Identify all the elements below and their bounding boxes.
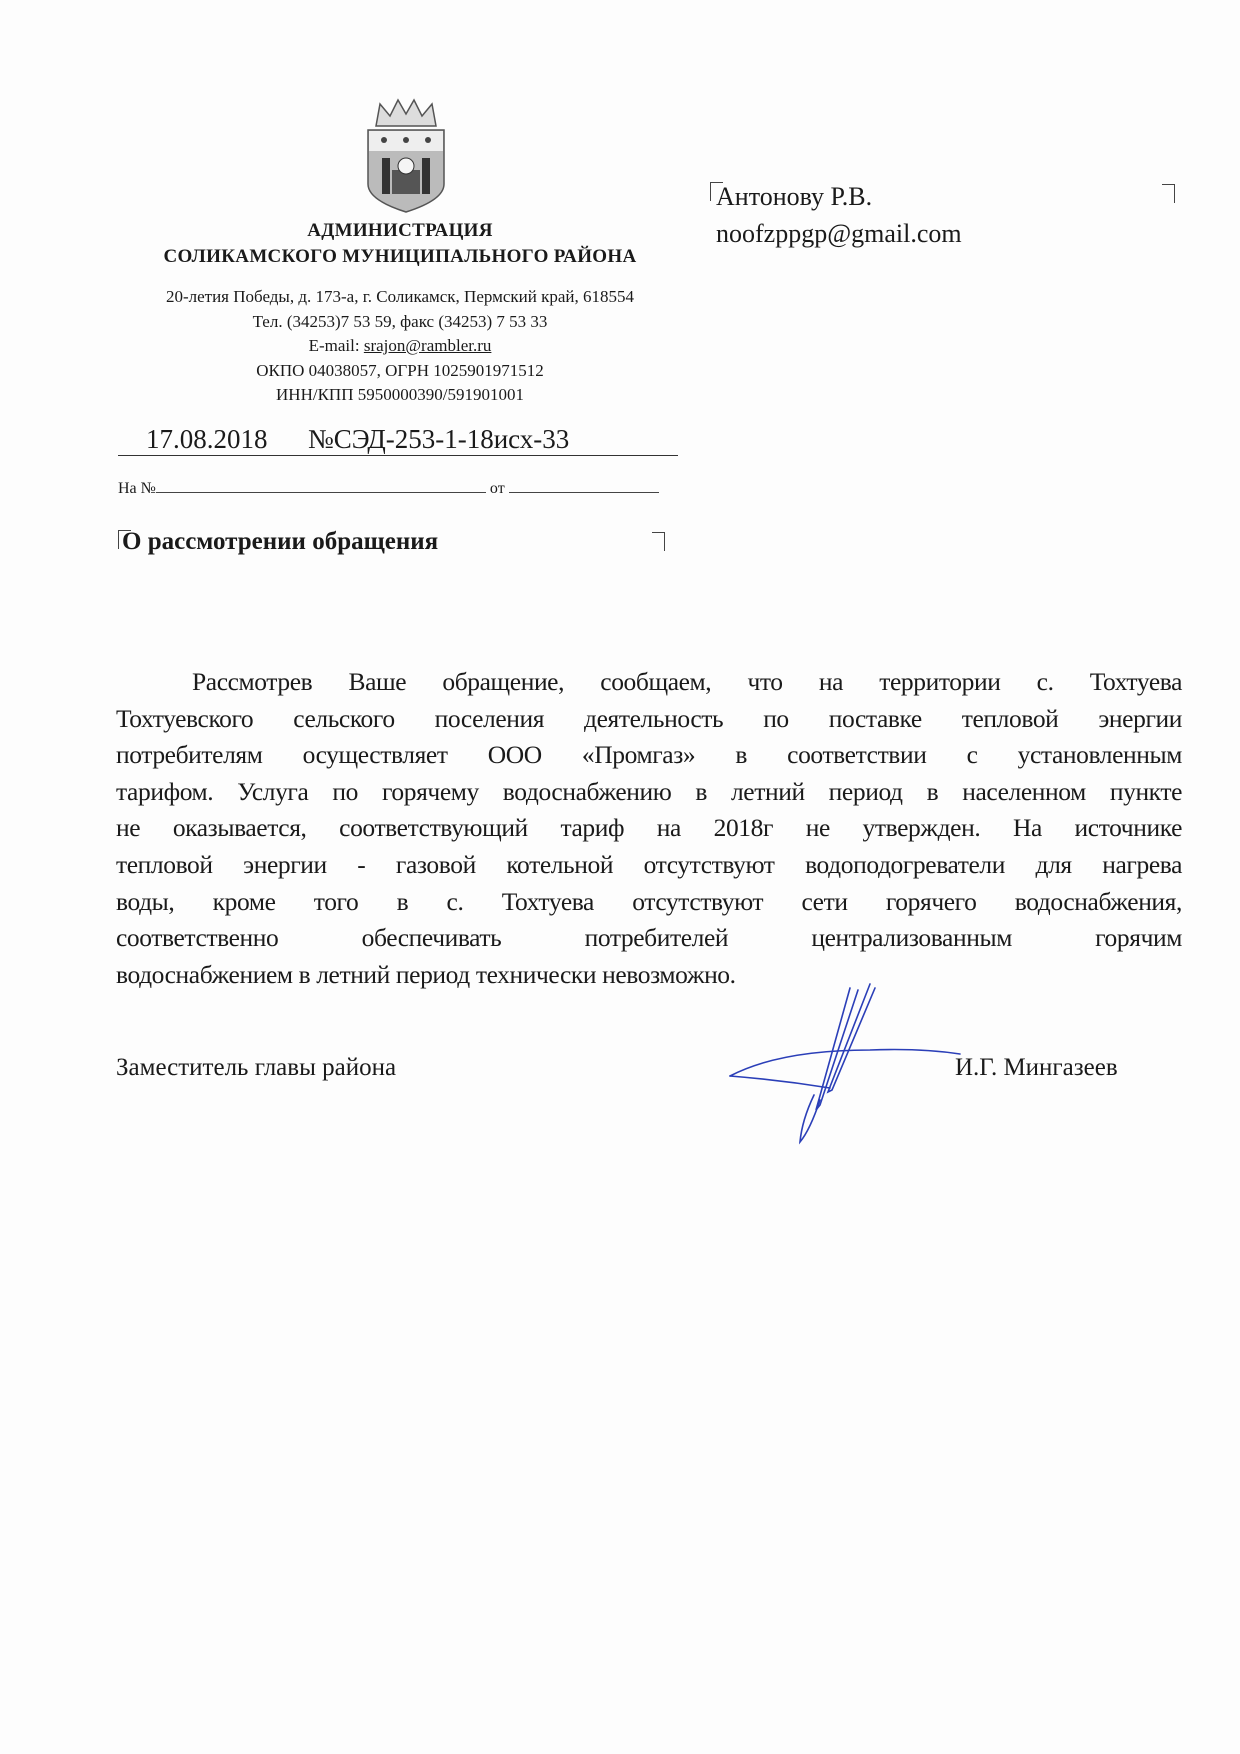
org-okpo-ogrn: ОКПО 04038057, ОГРН 1025901971512	[256, 360, 544, 380]
org-email-link[interactable]: srajon@rambler.ru	[363, 336, 492, 355]
letter-date: 17.08.2018	[118, 424, 326, 456]
letter-number: №СЭД-253-1-18исх-33	[308, 424, 678, 456]
registration-line	[118, 424, 678, 458]
ref-number-label: На №	[118, 480, 156, 497]
org-inn-kpp: ИНН/КПП 5950000390/591901001	[276, 385, 524, 404]
ref-number-blank	[156, 480, 486, 493]
addressee-block	[716, 178, 962, 252]
body-line: не оказывается, соответствующий тариф на 2018г не утвержден. На источнике	[116, 813, 1182, 843]
body-line: водоснабжением в летний период технически невозможно.	[116, 959, 736, 989]
org-email-row	[100, 334, 700, 359]
subject-corner-mark-right	[652, 532, 665, 551]
email-label: E-mail:	[308, 336, 364, 355]
org-address: 20-летия Победы, д. 173-а, г. Соликамск, Пермский край, 618554	[165, 287, 635, 306]
org-name-line2: СОЛИКАМСКОГО МУНИЦИПАЛЬНОГО РАЙОНА	[163, 246, 637, 267]
ref-from-label: от	[489, 480, 505, 497]
body-line: тарифом. Услуга по горячему водоснабжению в летний период в населенном пункте	[116, 776, 1182, 806]
reference-line	[118, 480, 678, 498]
body-line: воды, кроме того в с. Тохтуева отсутствуют сети горячего водоснабжения,	[116, 886, 1182, 916]
signatory-name: И.Г. Мингазеев	[955, 1054, 1118, 1081]
body-line: тепловой энергии - газовой котельной отсутствуют водоподогреватели для нагрева	[116, 849, 1182, 879]
handwritten-signature	[720, 980, 970, 1150]
addressee-email: noofzppgp@gmail.com	[716, 219, 962, 248]
body-line: потребителям осуществляет ООО «Промгаз» в соответствии с установленным	[116, 740, 1182, 770]
ref-date-blank	[509, 480, 659, 493]
letter-subject: О рассмотрении обращения	[122, 528, 439, 555]
addressee-name: Антонову Р.В.	[716, 182, 873, 211]
body-line: Рассмотрев Ваше обращение, сообщаем, что на территории с. Тохтуева	[192, 667, 1182, 696]
signatory-role: Заместитель главы района	[116, 1054, 397, 1081]
org-phone: Тел. (34253)7 53 59, факс (34253) 7 53 33	[252, 311, 548, 331]
letter-body	[116, 664, 1182, 993]
org-name-line1: АДМИНИСТРАЦИЯ	[307, 220, 493, 241]
body-line: Тохтуевского сельского поселения деятельность по поставке тепловой энергии	[116, 703, 1182, 733]
body-line: соответственно обеспечивать потребителей централизованным горячим	[116, 923, 1182, 953]
org-contacts	[100, 285, 700, 408]
addressee-corner-mark-right	[1162, 184, 1175, 203]
coat-of-arms-emblem	[362, 96, 450, 216]
